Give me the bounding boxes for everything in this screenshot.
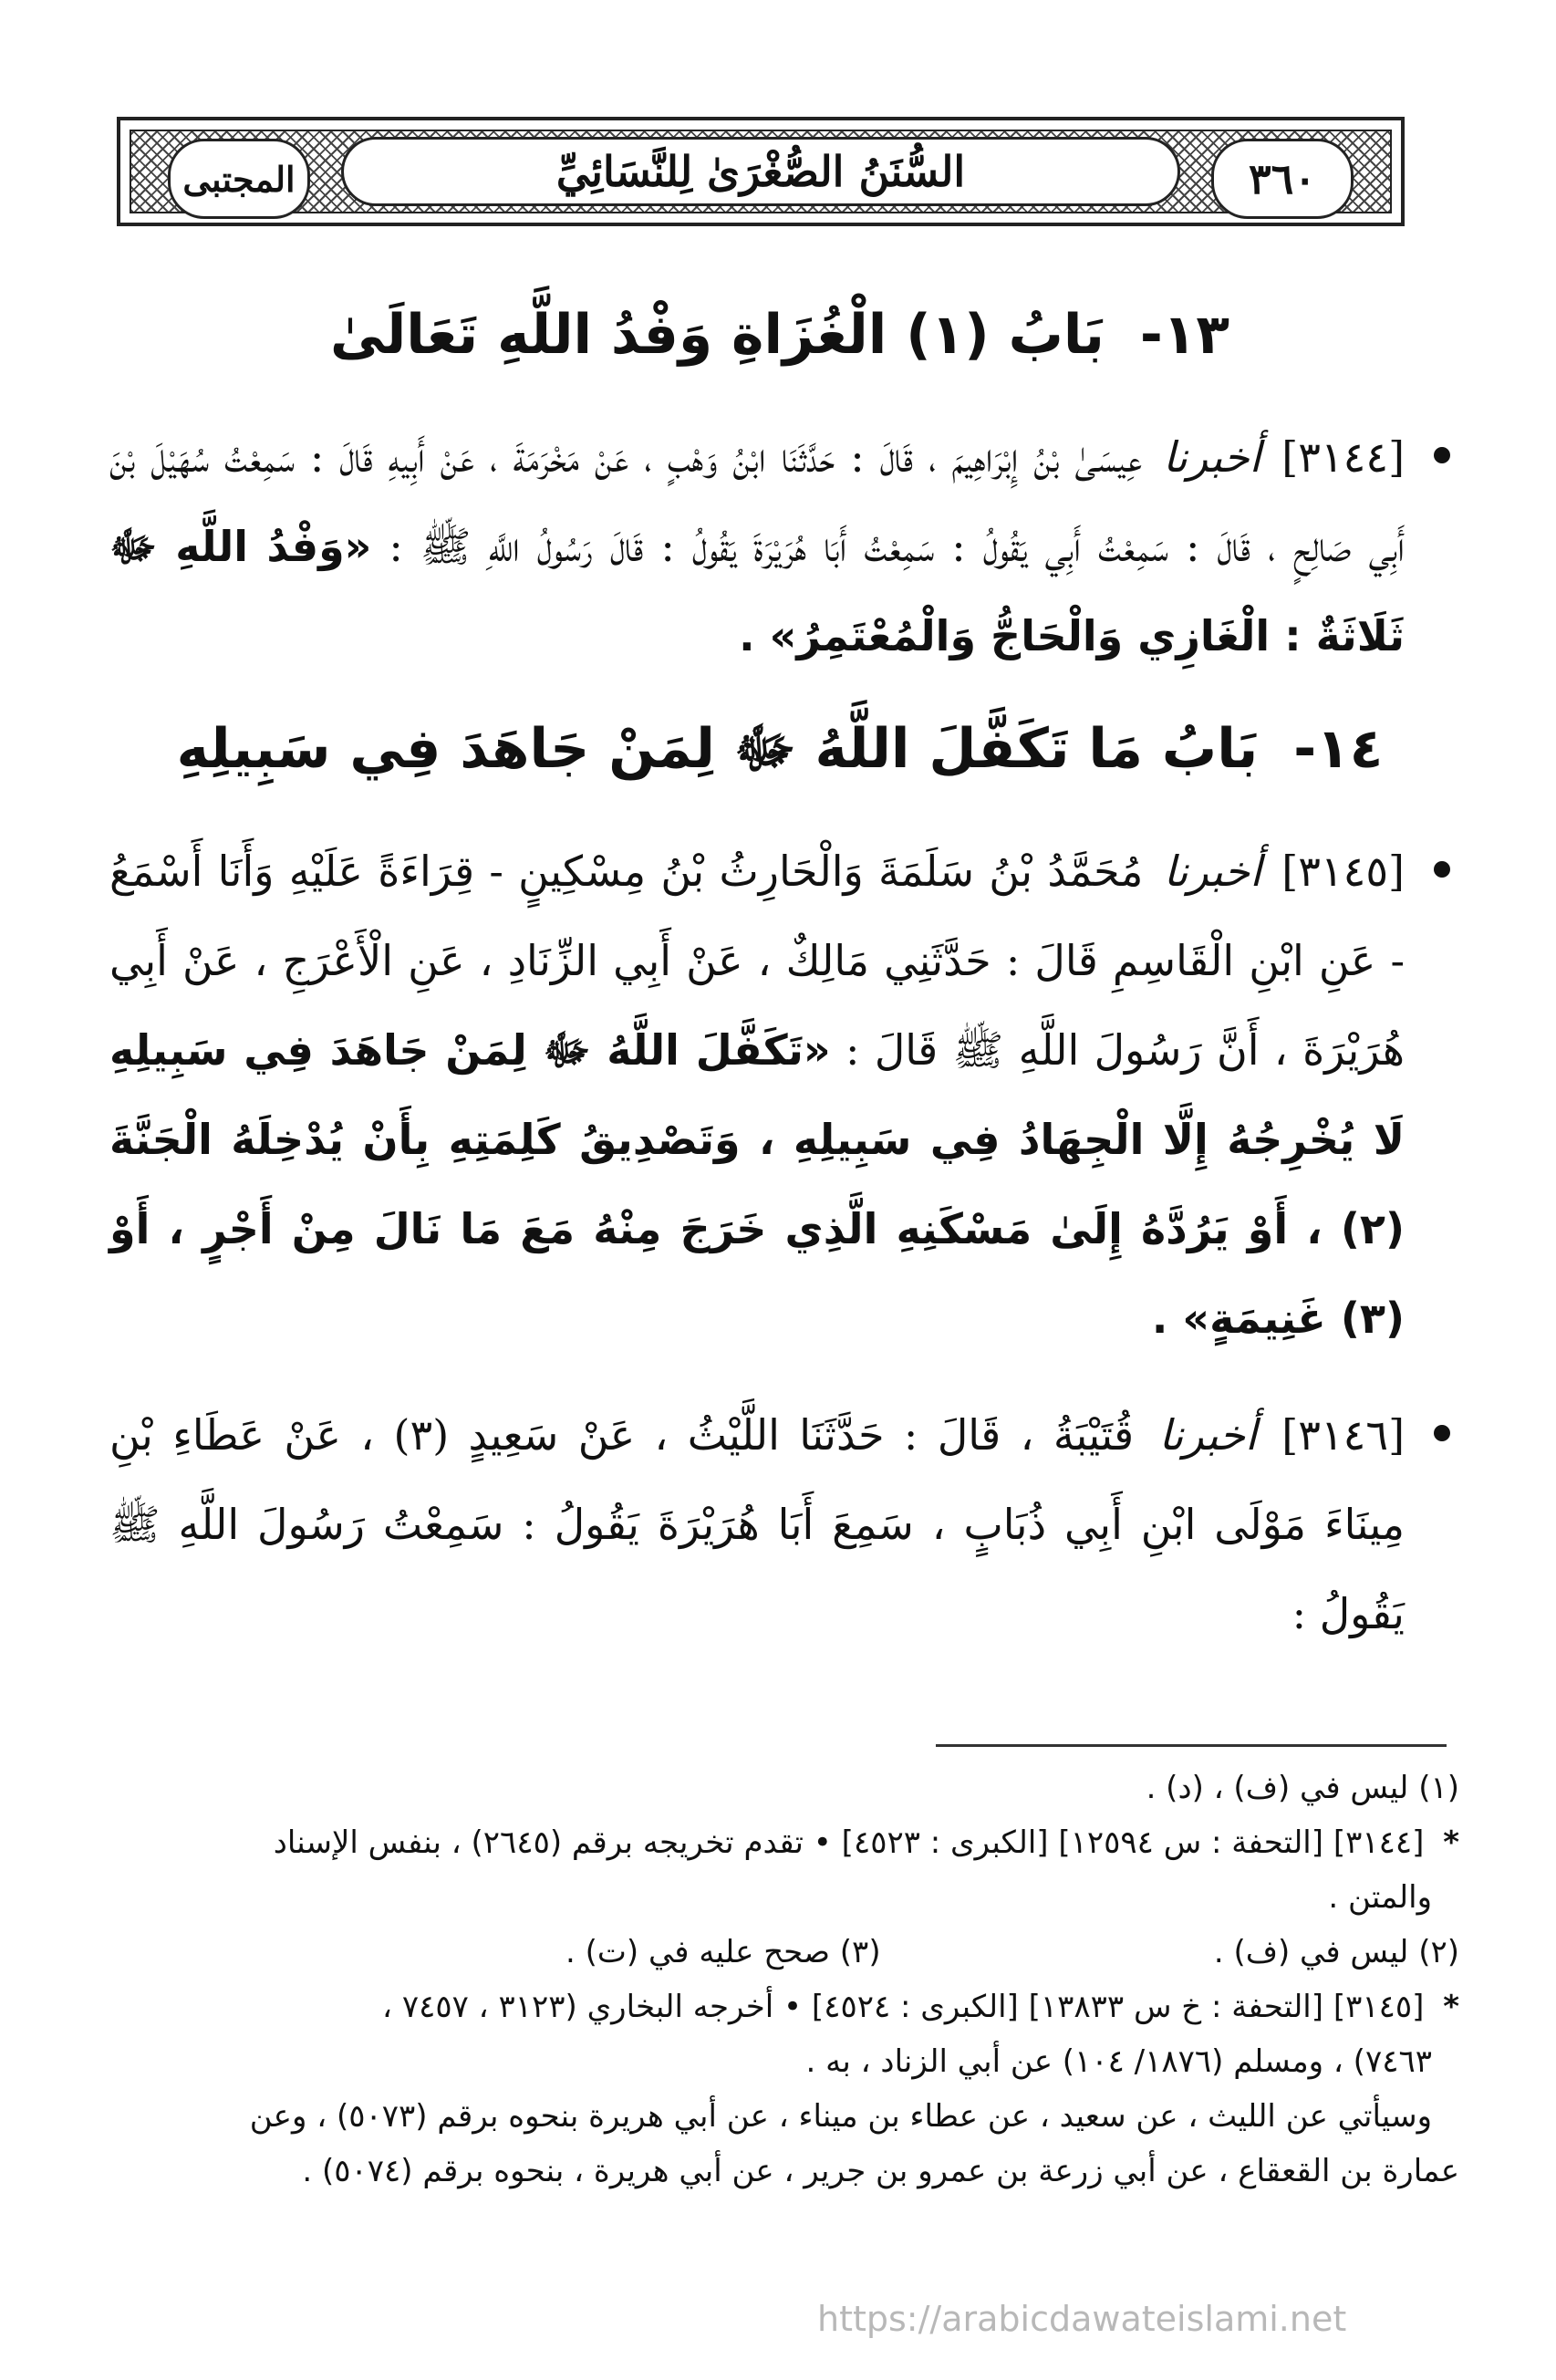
- footnote-divider: [936, 1744, 1447, 1747]
- chapter-heading: [109, 708, 1450, 790]
- bullet-icon: [1434, 447, 1450, 463]
- footnotes: [100, 1761, 1459, 2198]
- book-title: السُّنَنُ الصُّغْرَىٰ لِلنَّسَائِيِّ: [555, 147, 966, 196]
- hadith-entry: [109, 826, 1450, 1363]
- akhbarana-label: أخبرنا: [1163, 847, 1261, 896]
- hadith-number: [٣١٤٤]: [1281, 432, 1406, 482]
- akhbarana-label: أخبرنا: [1158, 1410, 1257, 1460]
- takhrij-3145: [100, 1980, 1459, 2034]
- footnote-2: (٢) ليس في (ف) .: [1213, 1934, 1459, 1970]
- hadith-matn: «وَفْدُ اللَّهِ ﷻ ثَلَاثَةٌ : الْغَازِي وَالْحَاجُّ وَالْمُعْتَمِرُ» .: [109, 522, 1405, 660]
- footnote-3: (٣) صحح عليه في (ت) .: [565, 1934, 881, 1970]
- hadith-isnad: عِيسَىٰ بْنُ إِبْرَاهِيمَ ، قَالَ : حَدَّثَنَا ابْنُ وَهْبٍ ، عَنْ مَخْرَمَةَ ، عَنْ أَبِيهِ قَالَ : سَمِعْتُ سُهَيْلَ بْنَ أَبِي صَالِحٍ ، قَالَ : سَمِعْتُ أَبِي يَقُولُ : سَمِعْتُ أَبَا هُرَيْرَةَ يَقُولُ : قَالَ رَسُولُ اللَّهِ ﷺ :: [109, 432, 1406, 571]
- hadith-number: [٣١٤٦]: [1281, 1410, 1406, 1460]
- takhrij-3145-note: وسيأتي عن الليث ، عن سعيد ، عن عطاء بن ميناء ، عن أبي هريرة بنحوه برقم (٥٠٧٣) ، وعن: [249, 2098, 1432, 2135]
- akhbarana-label: أخبرنا: [1163, 432, 1261, 482]
- takhrij-text: [٣١٤٤] [التحفة : س ١٢٥٩٤] [الكبرى : ٤٥٢٣] • تقدم تخريجه برقم (٢٦٤٥) ، بنفس الإسناد: [273, 1824, 1425, 1861]
- star-icon: *: [1443, 1824, 1459, 1861]
- hadith-matn: «تَكَفَّلَ اللَّهُ ﷻ لِمَنْ جَاهَدَ فِي سَبِيلِهِ لَا يُخْرِجُهُ إِلَّا الْجِهَادُ فِي سَبِيلِهِ ، وَتَصْدِيقُ كَلِمَتِهِ بِأَنْ يُدْخِلَهُ الْجَنَّةَ (٢) ، أَوْ يَرُدَّهُ إِلَىٰ مَسْكَنِهِ الَّذِي خَرَجَ مِنْهُ مَعَ مَا نَالَ مِنْ أَجْرٍ ، أَوْ (٣) غَنِيمَةٍ» .: [109, 1025, 1405, 1343]
- takhrij-3145-cont: ٧٤٦٣) ، ومسلم (١٨٧٦/ ١٠٤) عن أبي الزناد ، به .: [805, 2043, 1432, 2080]
- book-logo: المجتبى: [168, 139, 310, 219]
- hadith-entry: [109, 412, 1450, 681]
- page-number: ٣٦٠: [1211, 139, 1354, 219]
- takhrij-3145-note-cont: عمارة بن القعقاع ، عن أبي زرعة بن عمرو بن جرير ، عن أبي هريرة ، بنحوه برقم (٥٠٧٤) .: [302, 2153, 1459, 2189]
- takhrij-3144: [100, 1815, 1459, 1870]
- header-ornament: [130, 130, 1392, 213]
- main-text: [109, 274, 1450, 1686]
- chapter-number: ١٤-: [1293, 717, 1384, 781]
- takhrij-text: [٣١٤٥] [التحفة : خ س ١٣٨٣٣] [الكبرى : ٤٥٢٤] • أخرجه البخاري (٣١٢٣ ، ٧٤٥٧ ،: [382, 1989, 1425, 2025]
- chapter-heading: [109, 294, 1450, 376]
- chapter-title: بَابُ (١) الْغُزَاةِ وَفْدُ اللَّهِ تَعَالَىٰ: [330, 303, 1105, 367]
- hadith-entry: [109, 1390, 1450, 1658]
- star-icon: *: [1443, 1989, 1459, 2025]
- footnote-1: (١) ليس في (ف) ، (د) .: [1146, 1770, 1459, 1806]
- footnotes-2-3: [565, 1925, 1459, 1980]
- hadith-number: [٣١٤٥]: [1281, 847, 1405, 896]
- page-header: [117, 117, 1405, 226]
- hadith-isnad: قُتَيْبَةُ ، قَالَ : حَدَّثَنَا اللَّيْثُ ، عَنْ سَعِيدٍ (٣) ، عَنْ عَطَاءِ بْنِ مِينَاءَ مَوْلَى ابْنِ أَبِي ذُبَابٍ ، سَمِعَ أَبَا هُرَيْرَةَ يَقُولُ : سَمِعْتُ رَسُولَ اللَّهِ ﷺ يَقُولُ :: [109, 1410, 1405, 1638]
- bullet-icon: [1434, 861, 1450, 878]
- chapter-title: بَابُ مَا تَكَفَّلَ اللَّهُ ﷻ لِمَنْ جَاهَدَ فِي سَبِيلِهِ: [176, 717, 1259, 781]
- hadith-isnad: مُحَمَّدُ بْنُ سَلَمَةَ وَالْحَارِثُ بْنُ مِسْكِينٍ - قِرَاءَةً عَلَيْهِ وَأَنَا أَسْمَعُ - عَنِ ابْنِ الْقَاسِمِ قَالَ : حَدَّثَنِي مَالِكٌ ، عَنْ أَبِي الزِّنَادِ ، عَنِ الْأَعْرَجِ ، عَنْ أَبِي هُرَيْرَةَ ، أَنَّ رَسُولَ اللَّهِ ﷺ قَالَ :: [109, 847, 1406, 1075]
- chapter-number: ١٣-: [1139, 303, 1229, 367]
- watermark-url: https://arabicdawateislami.net: [817, 2299, 1347, 2339]
- header-title-box: [341, 137, 1180, 206]
- bullet-icon: [1434, 1425, 1450, 1441]
- takhrij-3144-cont: والمتن .: [1328, 1879, 1432, 1916]
